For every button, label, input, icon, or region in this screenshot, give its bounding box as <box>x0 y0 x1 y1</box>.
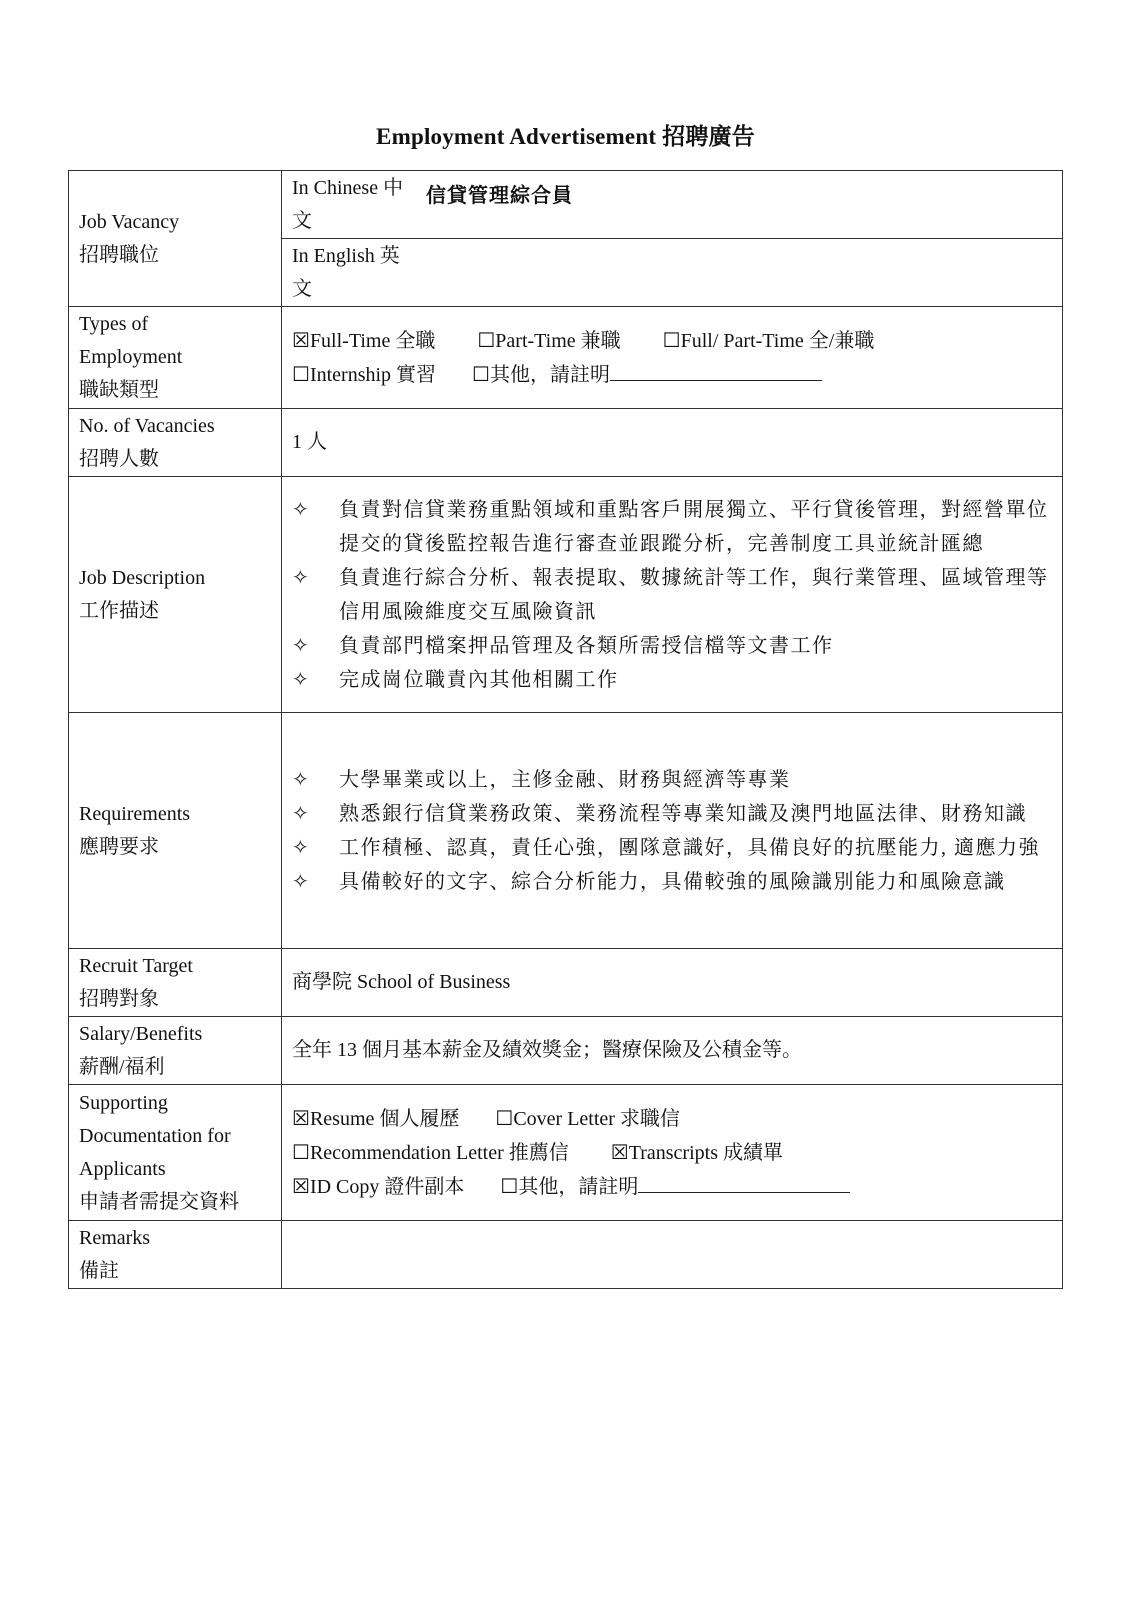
option-transcripts[interactable] <box>611 1136 783 1170</box>
chinese-label-line-1: In Chinese 中 <box>292 176 404 199</box>
option-full-part-time[interactable] <box>663 324 875 358</box>
employment-type-row <box>69 307 1063 409</box>
salary-label-zh: 薪酬/福利 <box>79 1055 165 1078</box>
remarks-label <box>69 1221 282 1289</box>
job-vacancy-english-cell <box>282 239 1063 307</box>
list-item-text: 負責進行綜合分析、報表提取、數據統計等工作，與行業管理、區域管理等信用風險維度交互風險資訊 <box>339 566 1049 623</box>
checkbox-checked-icon: ☒ <box>610 1141 629 1164</box>
list-item-text: 負責對信貸業務重點領域和重點客戶開展獨立、平行貸後管理，對經營單位提交的貸後監控報告進行審查並跟蹤分析，完善制度工具並統計匯總 <box>339 498 1049 555</box>
checkbox-empty-icon: ☐ <box>292 1141 310 1164</box>
option-resume[interactable] <box>292 1102 459 1136</box>
recruit-target-row <box>69 949 1063 1017</box>
option-label: Internship 實習 <box>309 363 437 386</box>
vacancies-label <box>69 409 282 477</box>
option-label: Transcripts 成績單 <box>628 1141 783 1164</box>
diamond-bullet-icon: ✧ <box>292 768 309 791</box>
checkbox-checked-icon: ☒ <box>292 329 310 352</box>
list-item <box>292 629 1052 663</box>
list-item <box>292 797 1052 831</box>
diamond-bullet-icon: ✧ <box>292 668 309 691</box>
checkbox-empty-icon: ☐ <box>472 363 490 386</box>
job-vacancy-label-en: Job Vacancy <box>79 210 180 233</box>
employment-type-options <box>282 307 1063 409</box>
salary-label <box>69 1017 282 1085</box>
documents-label-line-2: Documentation for <box>79 1124 231 1147</box>
checkbox-empty-icon: ☐ <box>292 363 310 386</box>
employment-type-label-line-2: Employment <box>79 346 183 368</box>
job-vacancy-label <box>69 171 282 307</box>
option-part-time[interactable] <box>477 324 620 358</box>
salary-row <box>69 1017 1063 1085</box>
list-item-text: 大學畢業或以上，主修金融、財務與經濟等專業 <box>339 768 791 791</box>
vacancies-label-en: No. of Vacancies <box>79 414 215 437</box>
option-id-copy[interactable] <box>292 1170 464 1204</box>
salary-value: 全年 13 個月基本薪金及績效獎金；醫療保險及公積金等。 <box>282 1017 1063 1085</box>
option-other[interactable] <box>472 358 610 392</box>
option-label: 其他，請註明 <box>518 1175 639 1198</box>
list-item-text: 熟悉銀行信貸業務政策、業務流程等專業知識及澳門地區法律、財務知識 <box>339 802 1027 825</box>
option-label: ID Copy 證件副本 <box>309 1175 465 1198</box>
documents-label <box>69 1085 282 1221</box>
requirements-list-cell <box>282 713 1063 949</box>
list-item <box>292 865 1052 899</box>
diamond-bullet-icon: ✧ <box>292 566 309 589</box>
option-cover-letter[interactable] <box>495 1102 680 1136</box>
list-item-text: 具備較好的文字、綜合分析能力，具備較強的風險識別能力和風險意識 <box>339 870 1006 893</box>
diamond-bullet-icon: ✧ <box>292 802 309 825</box>
job-description-row <box>69 477 1063 713</box>
requirements-label-en: Requirements <box>79 802 191 825</box>
vacancies-value: 1 人 <box>282 409 1063 477</box>
documents-label-line-3: Applicants <box>79 1157 166 1180</box>
job-description-label-en: Job Description <box>79 566 206 589</box>
list-item <box>292 831 1052 865</box>
job-vacancy-row-chinese <box>69 171 1063 239</box>
employment-type-label-line-1: Types of <box>79 313 149 335</box>
option-full-time[interactable] <box>292 324 435 358</box>
documents-label-line-1: Supporting <box>79 1091 168 1114</box>
job-description-label <box>69 477 282 713</box>
job-description-list <box>292 493 1052 697</box>
option-other-document[interactable] <box>500 1170 638 1204</box>
job-description-label-zh: 工作描述 <box>79 599 159 622</box>
remarks-value[interactable] <box>282 1221 1063 1289</box>
checkbox-empty-icon: ☐ <box>662 329 681 352</box>
diamond-bullet-icon: ✧ <box>292 870 309 893</box>
checkbox-checked-icon: ☒ <box>292 1175 310 1198</box>
list-item <box>292 763 1052 797</box>
page-title: Employment Advertisement 招聘廣告 <box>376 124 755 149</box>
option-label: Part-Time 兼職 <box>495 329 621 352</box>
english-label-line-1: In English 英 <box>292 244 400 267</box>
diamond-bullet-icon: ✧ <box>292 498 309 521</box>
option-internship[interactable] <box>292 358 436 392</box>
checkbox-empty-icon: ☐ <box>477 329 496 352</box>
vacancies-row <box>69 409 1063 477</box>
documents-label-line-4: 申請者需提交資料 <box>79 1190 239 1213</box>
salary-label-en: Salary/Benefits <box>79 1022 203 1045</box>
requirements-label-zh: 應聘要求 <box>79 835 159 858</box>
option-label: Full-Time 全職 <box>309 329 436 352</box>
chinese-label-line-2: 文 <box>292 209 312 232</box>
recruit-target-label <box>69 949 282 1017</box>
recruit-target-value: 商學院 School of Business <box>282 949 1063 1017</box>
list-item-text: 完成崗位職責內其他相關工作 <box>339 668 619 691</box>
list-item <box>292 663 1052 697</box>
list-item <box>292 561 1052 629</box>
recruit-target-label-zh: 招聘對象 <box>79 987 159 1010</box>
diamond-bullet-icon: ✧ <box>292 634 309 657</box>
advertisement-table <box>68 170 1063 1289</box>
requirements-list <box>292 763 1052 899</box>
employment-type-label <box>69 307 282 409</box>
other-document-blank[interactable] <box>638 1172 850 1193</box>
job-vacancy-chinese-cell <box>282 171 1063 239</box>
remarks-label-en: Remarks <box>79 1226 151 1249</box>
job-title-chinese: 信貸管理綜合員 <box>426 184 573 207</box>
option-recommendation-letter[interactable] <box>292 1136 569 1170</box>
english-label-line-2: 文 <box>292 277 312 300</box>
documents-options <box>282 1085 1063 1221</box>
checkbox-empty-icon: ☐ <box>500 1175 519 1198</box>
list-item <box>292 493 1052 561</box>
diamond-bullet-icon: ✧ <box>292 836 309 859</box>
recruit-target-label-en: Recruit Target <box>79 954 193 977</box>
employment-type-label-line-3: 職缺類型 <box>79 379 159 401</box>
option-label: Resume 個人履歷 <box>309 1107 460 1130</box>
list-item-text: 工作積極、認真，責任心強，團隊意識好，具備良好的抗壓能力, 適應力強 <box>339 836 1040 859</box>
job-vacancy-label-zh: 招聘職位 <box>79 243 159 266</box>
requirements-row <box>69 713 1063 949</box>
requirements-label <box>69 713 282 949</box>
checkbox-checked-icon: ☒ <box>292 1107 310 1130</box>
list-item-text: 負責部門檔案押品管理及各類所需授信檔等文書工作 <box>339 634 834 657</box>
documents-row <box>69 1085 1063 1221</box>
job-description-list-cell <box>282 477 1063 713</box>
remarks-row <box>69 1221 1063 1289</box>
remarks-label-zh: 備註 <box>79 1259 119 1282</box>
option-label: Full/ Part-Time 全/兼職 <box>680 329 875 352</box>
other-specify-blank[interactable] <box>610 360 822 381</box>
vacancies-label-zh: 招聘人數 <box>79 447 159 470</box>
option-label: 其他，請註明 <box>489 363 610 386</box>
option-label: Cover Letter 求職信 <box>513 1107 680 1130</box>
option-label: Recommendation Letter 推薦信 <box>309 1141 569 1164</box>
checkbox-empty-icon: ☐ <box>495 1107 514 1130</box>
